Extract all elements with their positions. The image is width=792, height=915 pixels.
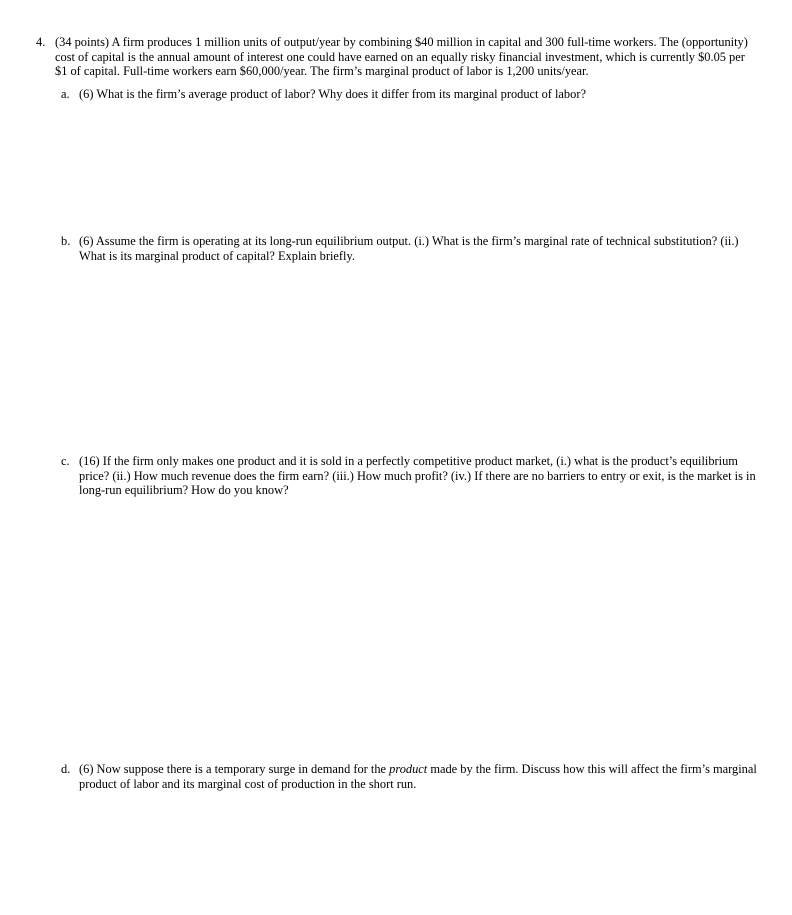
part-a-text: (6) What is the firm’s average product of labor? Why does it differ from its marginal product of labor? [79, 87, 586, 101]
part-a [61, 87, 758, 102]
question-number: 4. [36, 35, 46, 49]
part-d [61, 762, 758, 791]
part-d-emphasis: product [389, 762, 428, 776]
part-c-text: (16) If the firm only makes one product and it is sold in a perfectly competitive product market, (i.) what is the product’s equilibrium price? (ii.) How much revenue does the firm earn? (iii.) How much profit? (iv.) If there are no barriers to entry or exit, is the market is in long-run equilibrium? How do you know? [79, 454, 756, 498]
part-b-letter: b. [61, 234, 71, 248]
part-d-text [79, 762, 758, 791]
part-d-text-after: made by the firm. Discuss how this will affect the firm’s marginal product of labor and its marginal cost of production in the short run. [79, 762, 757, 791]
part-a-letter: a. [61, 87, 70, 101]
part-d-letter: d. [61, 762, 71, 776]
question-row [36, 35, 758, 79]
part-c [61, 454, 758, 498]
part-c-letter: c. [61, 454, 70, 468]
part-b [61, 234, 758, 263]
part-d-text-before: (6) Now suppose there is a temporary surge in demand for the [79, 762, 390, 776]
question-4 [36, 35, 758, 79]
part-b-text: (6) Assume the firm is operating at its long-run equilibrium output. (i.) What is the firm’s marginal rate of technical substitution? (ii.) What is its marginal product of capital? Explain briefly. [79, 234, 739, 263]
question-text: (34 points) A firm produces 1 million units of output/year by combining $40 million in capital and 300 full-time workers. The (opportunity) cost of capital is the annual amount of interest one could have earned on an equally risky financial investment, which is currently $0.05 per $1 of capital. Full-time workers earn $60,000/year. The firm’s marginal product of labor is 1,200 units/year. [55, 35, 748, 79]
